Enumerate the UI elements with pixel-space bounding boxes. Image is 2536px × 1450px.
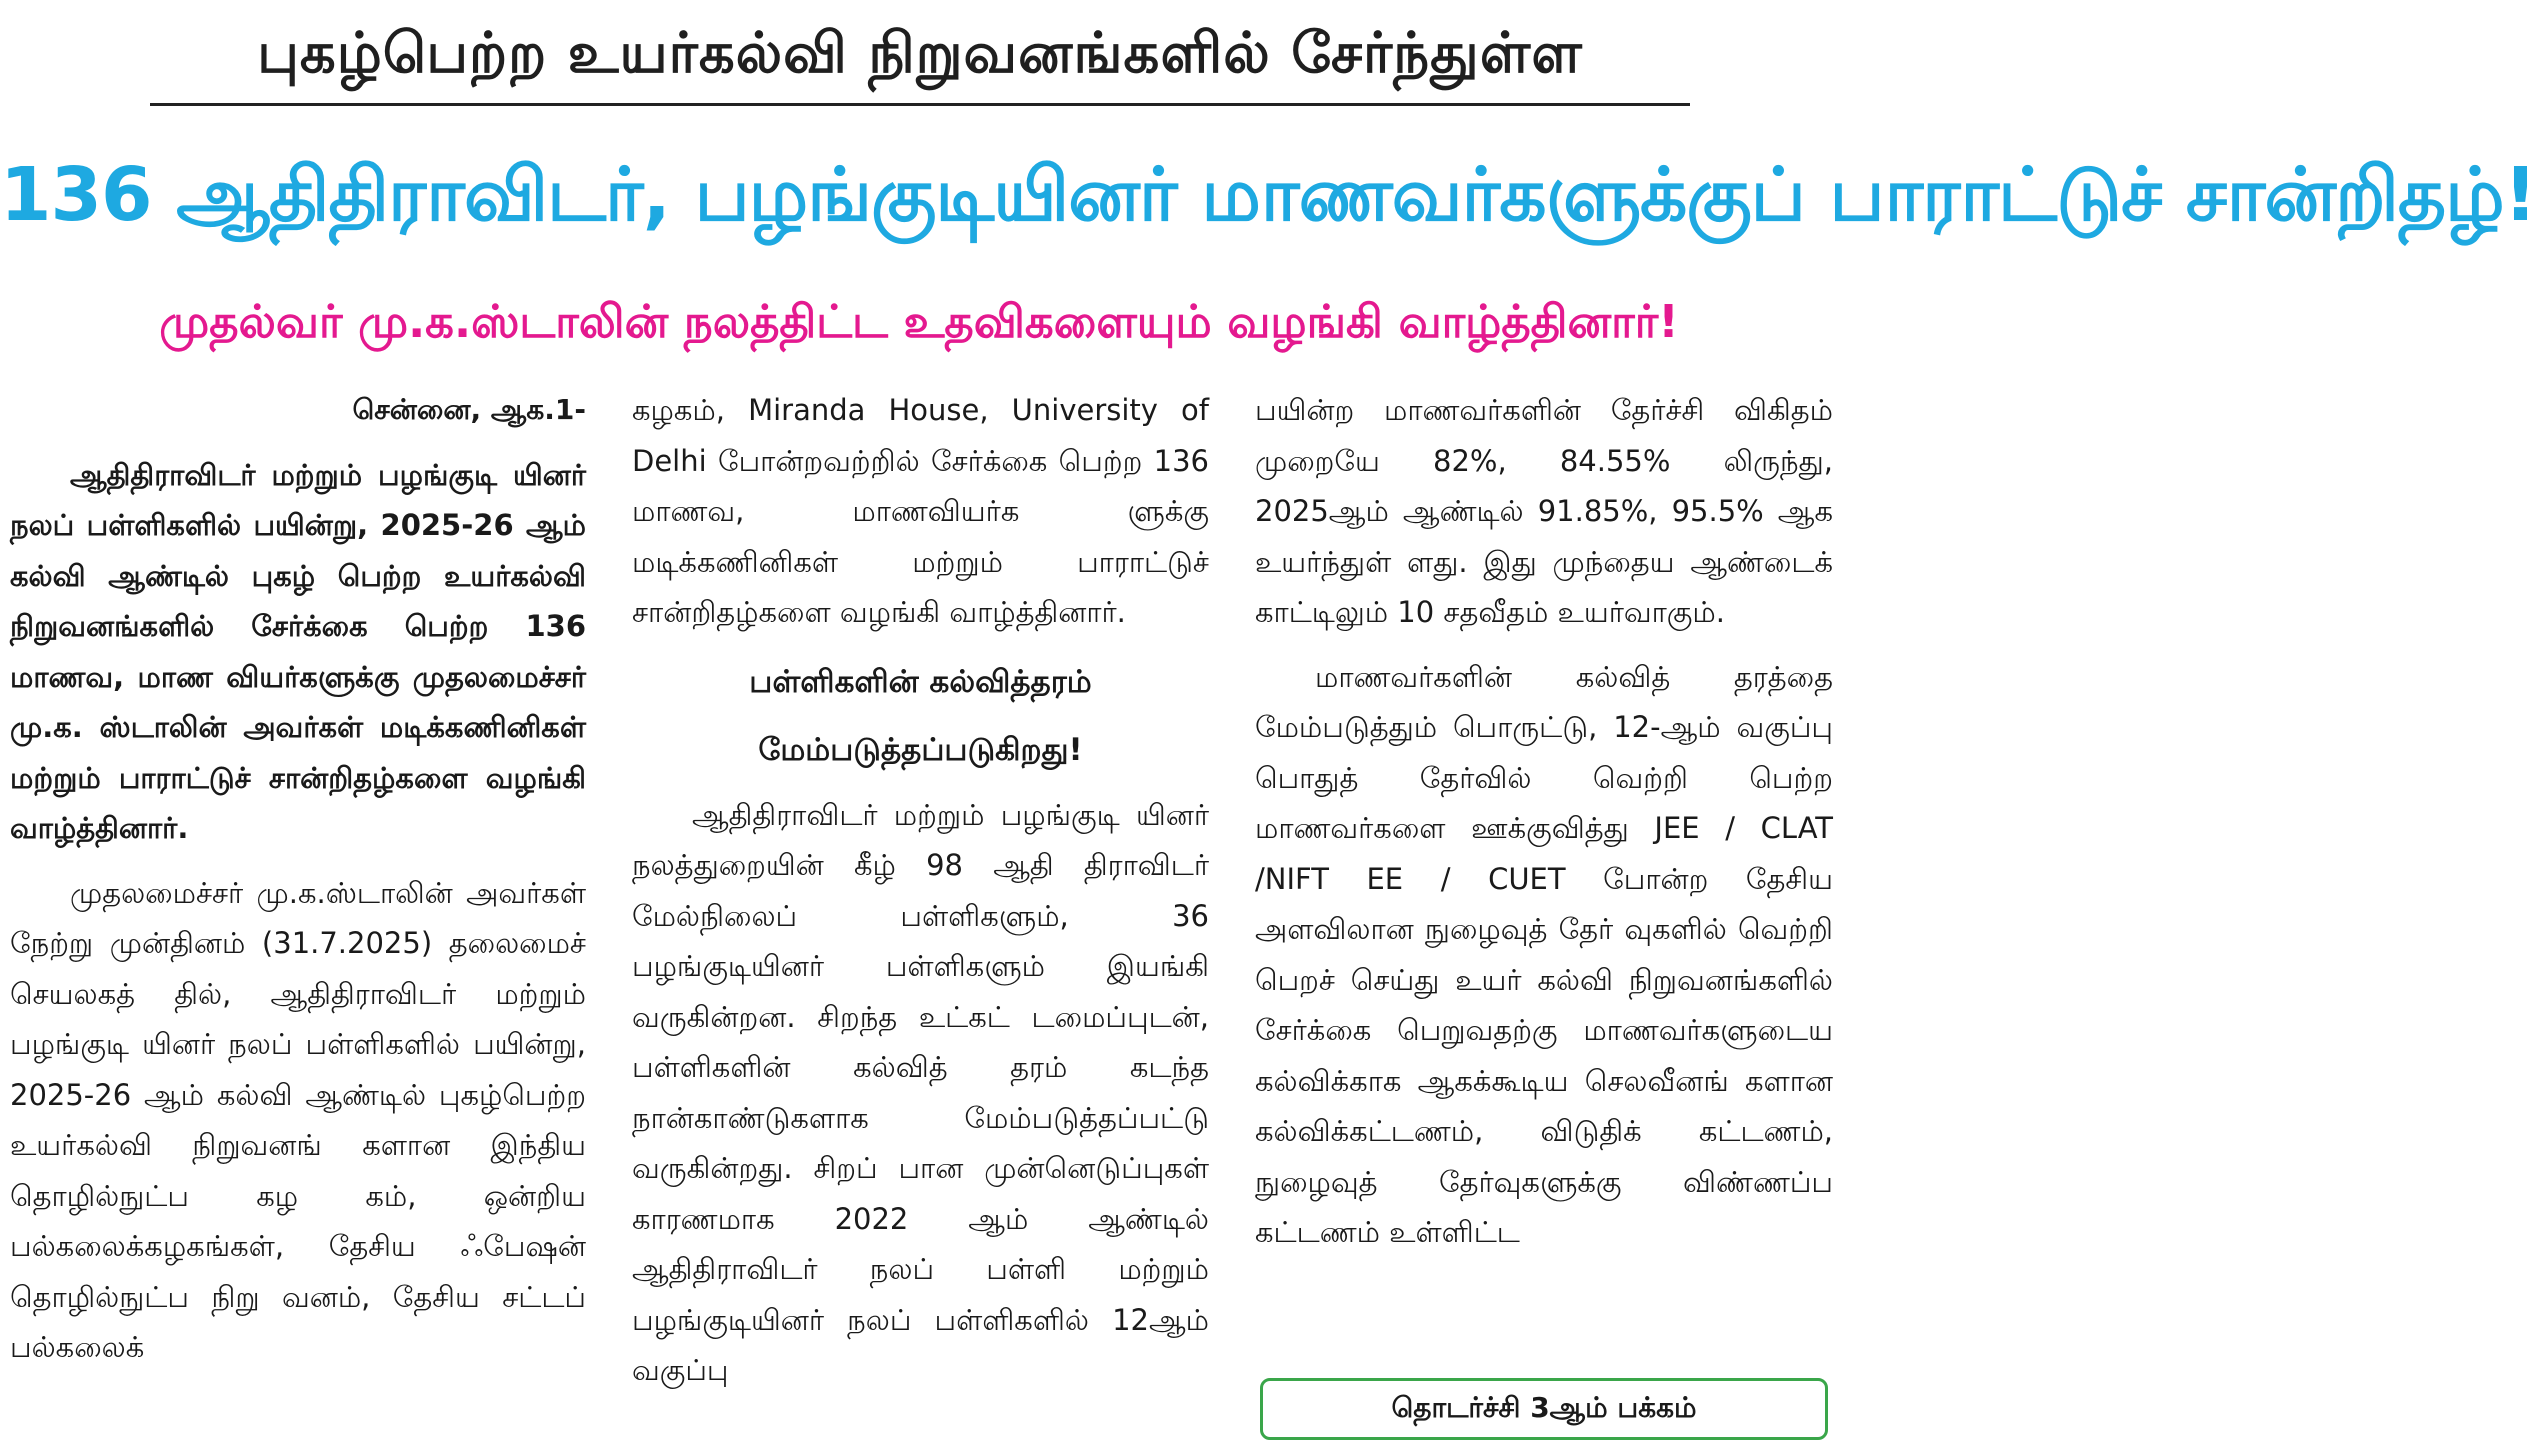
body-paragraph-5: மாணவர்களின் கல்வித் தரத்தை மேம்படுத்தும் பொருட்டு, 12-ஆம் வகுப்பு பொதுத் தேர்வில் வெற்றி பெற்ற மாணவர்களை ஊக்குவித்து JEE / CLAT /NIFT EE / CUET போன்ற தேசிய அளவிலான நுழைவுத் தேர் வுகளில் வெற்றி பெறச் செய்து உயர் கல்வி நிறுவனங்களில் சேர்க்கை பெறுவதற்கு மாணவர்களுடைய கல்விக்காக ஆகக்கூடிய செலவீனங் களான கல்விக்கட்டணம், விடுதிக் கட்டணம், நுழைவுத் தேர்வுகளுக்கு விண்ணப்ப கட்டணம் உள்ளிட்ட bbox=[1255, 659, 1833, 1249]
section-subheading bbox=[632, 648, 1209, 784]
continued-on-page-box bbox=[1260, 1378, 1828, 1440]
lede-paragraph: ஆதிதிராவிடர் மற்றும் பழங்குடி யினர் நலப் பள்ளிகளில் பயின்று, 2025-26 ஆம் கல்வி ஆண்டில் புகழ் பெற்ற உயர்கல்வி நிறுவனங்களில் சேர்க்கை பெற்ற 136 மாணவ, மாண வியர்களுக்கு முதலமைச்சர் மு.க. ஸ்டாலின் அவர்கள் மடிக்கணினிகள் மற்றும் பாராட்டுச் சான்றிதழ்களை வழங்கி வாழ்த்தினார். bbox=[10, 457, 586, 845]
body-paragraph-3: ஆதிதிராவிடர் மற்றும் பழங்குடி யினர் நலத்துறையின் கீழ் 98 ஆதி திராவிடர் மேல்நிலைப் பள்ளிகளும், 36 பழங்குடியினர் பள்ளிகளும் இயங்கி வருகின்றன. சிறந்த உட்கட் டமைப்புடன், பள்ளிகளின் கல்வித் தரம் கடந்த நான்காண்டுகளாக மேம்படுத்தப்பட்டு வருகின்றது. சிறப் பான முன்னெடுப்புகள் காரணமாக 2022 ஆம் ஆண்டில் ஆதிதிராவிடர் நலப் பள்ளி மற்றும் பழங்குடியினர் நலப் பள்ளிகளில் 12ஆம் வகுப்பு bbox=[632, 797, 1209, 1387]
kicker-rule bbox=[150, 103, 1690, 106]
subheading-line-2: மேம்படுத்தப்படுகிறது! bbox=[758, 731, 1083, 768]
sub-headline: முதல்வர் மு.க.ஸ்டாலின் நலத்திட்ட உதவிகளையும் வழங்கி வாழ்த்தினார்! bbox=[159, 295, 1679, 348]
subheading-line-1: பள்ளிகளின் கல்வித்தரம் bbox=[749, 663, 1092, 700]
column-2 bbox=[632, 385, 1209, 1445]
main-headline: 136 ஆதிதிராவிடர், பழங்குடியினர் மாணவர்களுக்குப் பாராட்டுச் சான்றிதழ்! bbox=[0, 152, 2536, 238]
body-paragraph-1: முதலமைச்சர் மு.க.ஸ்டாலின் அவர்கள் நேற்று முன்தினம் (31.7.2025) தலைமைச் செயலகத் தில், ஆதிதிராவிடர் மற்றும் பழங்குடி யினர் நலப் பள்ளிகளில் பயின்று, 2025-26 ஆம் கல்வி ஆண்டில் புகழ்பெற்ற உயர்கல்வி நிறுவனங் களான இந்திய தொழில்நுட்ப கழ கம், ஒன்றிய பல்கலைக்கழகங்கள், தேசிய ஃபேஷன் தொழில்நுட்ப நிறு வனம், தேசிய சட்டப் பல்கலைக் bbox=[10, 875, 586, 1364]
kicker-title: புகழ்பெற்ற உயர்கல்வி நிறுவனங்களில் சேர்ந்துள்ள bbox=[257, 21, 1583, 86]
body-paragraph-4: பயின்ற மாணவர்களின் தேர்ச்சி விகிதம் முறையே 82%, 84.55% லிருந்து, 2025ஆம் ஆண்டில் 91.85%, 95.5% ஆக உயர்ந்துள் ளது. இது முந்தைய ஆண்டைக் காட்டிலும் 10 சதவீதம் உயர்வாகும். bbox=[1255, 393, 1833, 629]
column-1 bbox=[10, 385, 586, 1445]
body-paragraph-2: கழகம், Miranda House, University of Delhi போன்றவற்றில் சேர்க்கை பெற்ற 136 மாணவ, மாணவியர்க ளுக்கு மடிக்கணினிகள் மற்றும் பாராட்டுச் சான்றிதழ்களை வழங்கி வாழ்த்தினார். bbox=[632, 393, 1209, 629]
dateline: சென்னை, ஆக.1- bbox=[352, 393, 586, 426]
continued-label: தொடர்ச்சி 3ஆம் பக்கம் bbox=[1391, 1390, 1697, 1424]
column-3 bbox=[1255, 385, 1833, 1370]
